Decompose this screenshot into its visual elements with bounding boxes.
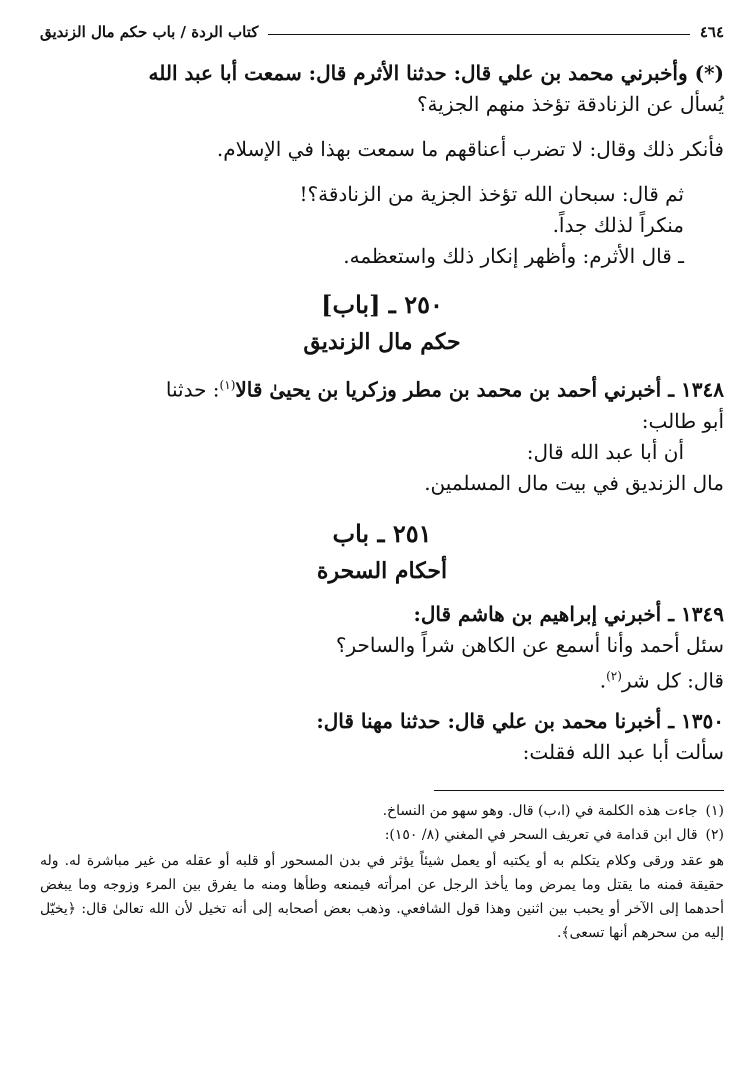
footnote-ref: (١) xyxy=(219,378,236,392)
footnote-1 xyxy=(40,799,724,823)
narration-line: ـ قال الأثرم: وأظهر إنكار ذلك واستعظمه. xyxy=(343,244,684,268)
footnote-text: قال ابن قدامة في تعريف السحر في المغني (٨/ ١٥٠): xyxy=(384,827,698,844)
footnotes xyxy=(40,799,724,945)
hadith-text: قال: كل شر xyxy=(621,668,724,693)
footnote-number: (١) xyxy=(705,803,724,820)
footnote-body: هو عقد ورقى وكلام يتكلم به أو يكتبه أو يعمل شيئاً يؤثر في بدن المسحور أو قلبه أو عقله من غير مباشرة له. وله حقيقة فمنه ما يقتل وما يمرض وما يأخذ الرجل عن امرأته فيمنعه وطأها ومنه ما يفرق بين المرء وزوجه وما يبغض أحدهما إلى الآخر أو يحبب بين اثنين وهذا قول الشافعي. وذهب بعض أصحابه إلى أنه تخيل لأن الله تعالىٰ قال: ﴿يخيّل إليه من سحرهم أنها تسعى﴾. xyxy=(40,853,724,942)
hadith-intro: ١٣٤٨ ـ أخبرني أحمد بن محمد بن مطر وزكريا بن يحيىٰ قالا xyxy=(235,377,724,402)
chapter-heading: ٢٥٠ ـ [باب] xyxy=(321,290,443,319)
footnote-separator xyxy=(434,790,724,791)
page-header xyxy=(40,18,724,46)
narration-line: ثم قال: سبحان الله تؤخذ الجزية من الزنادقة؟! xyxy=(299,182,684,206)
section-250 xyxy=(40,286,724,499)
hadith-line xyxy=(40,661,724,697)
footnote-number: (٢) xyxy=(705,827,724,844)
footnote-2 xyxy=(40,823,724,847)
hadith-line: مال الزنديق في بيت مال المسلمين. xyxy=(424,470,724,495)
hadith-line: ١٣٥٠ ـ أخبرنا محمد بن علي قال: حدثنا مهنا قال: xyxy=(316,709,724,734)
hadith-intro-end: : حدثنا xyxy=(165,377,220,402)
hadith-line: ١٣٤٩ ـ أخبرني إبراهيم بن هاشم قال: xyxy=(413,601,724,626)
chapter-heading: ٢٥١ ـ باب xyxy=(332,518,432,548)
hadith-line: أن أبا عبد الله قال: xyxy=(526,439,684,464)
chapter-title: أحكام السحرة xyxy=(316,557,448,584)
narration-block-zanadiqa xyxy=(40,58,724,272)
hadith-line: أبو طالب: xyxy=(641,408,724,433)
narration-line: يُسأل عن الزنادقة تؤخذ منهم الجزية؟ xyxy=(416,92,724,116)
chapter-title: حكم مال الزنديق xyxy=(303,329,461,355)
hadith-line: سئل أحمد وأنا أسمع عن الكاهن شراً والساحر؟ xyxy=(335,632,724,657)
running-title: كتاب الردة / باب حكم مال الزنديق xyxy=(40,23,259,41)
hadith-line: سألت أبا عبد الله فقلت: xyxy=(522,740,724,765)
section-251 xyxy=(40,515,724,769)
narration-line: منكراً لذلك جداً. xyxy=(552,213,684,237)
hadith-text-end: . xyxy=(599,668,607,693)
footnote-text: جاءت هذه الكلمة في (ا،ب) قال. وهو سهو من النساخ. xyxy=(382,803,698,820)
footnote-ref: (٢) xyxy=(606,668,622,683)
header-rule xyxy=(268,34,689,35)
narration-line: (*) وأخبرني محمد بن علي قال: حدثنا الأثرم قال: سمعت أبا عبد الله xyxy=(148,61,724,85)
narration-line: فأنكر ذلك وقال: لا تضرب أعناقهم ما سمعت بهذا في الإسلام. xyxy=(216,137,724,161)
page-number: ٤٦٤ xyxy=(699,23,724,41)
hadith-line xyxy=(40,370,724,406)
